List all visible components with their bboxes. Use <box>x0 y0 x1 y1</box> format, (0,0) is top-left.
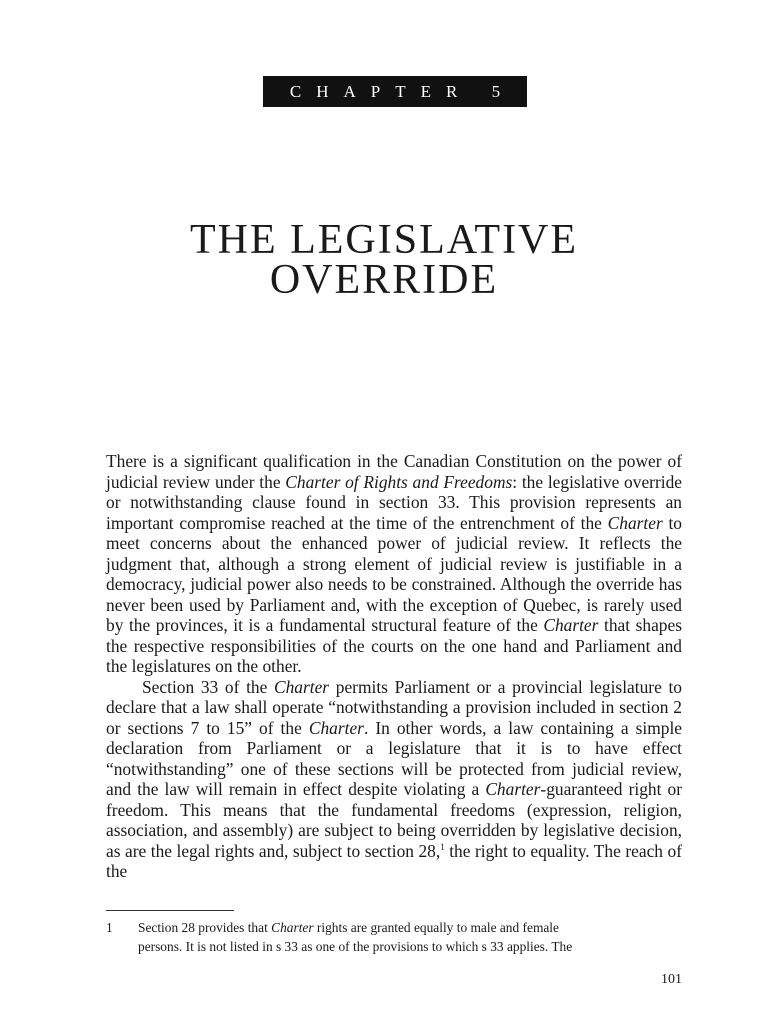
footnote-text-d: persons. It is not listed in s 33 as one of the provisions to which s 33 applies. The <box>138 939 573 954</box>
body-text <box>106 451 682 882</box>
paragraph-1-text-e: to meet concerns about the enhanced power of judicial review. It reflects the judgment that, although a strong element of judicial review is justifiable in a democracy, judicial power also needs to be constrained. Although the override has never been used by Parliament and, with the exception of Quebec, is rarely used by the provinces, it is a fundamental structural feature of the <box>106 512 683 635</box>
chapter-title-line-2: OVERRIDE <box>269 257 499 303</box>
paragraph-2-italic-d: Charter <box>308 717 364 738</box>
footnote-text-c: rights are granted equally to male and female <box>313 920 559 935</box>
chapter-label: CHAPTER 5 <box>263 76 527 107</box>
chapter-title-line-1: THE LEGISLATIVE <box>189 217 579 263</box>
chapter-title <box>0 217 768 303</box>
footnote-number: 1 <box>106 920 113 935</box>
footnote-ref-1[interactable]: 1 <box>440 841 445 852</box>
paragraph-1-text-g: that shapes the respective responsibilities of the courts on the one hand and Parliament and the legislatures on the other. <box>106 615 682 676</box>
paragraph-2 <box>106 677 682 882</box>
paragraph-2-italic-b: Charter <box>274 676 330 697</box>
paragraph-1-text-c: : the legislative override or notwithstanding clause found in section 33. This provision represents an important compromise reached at the time of the entrenchment of the <box>106 471 682 533</box>
footnote-text-a: Section 28 provides that <box>138 920 272 935</box>
paragraph-2-text-a: Section 33 of the <box>142 676 274 697</box>
paragraph-2-text-c: permits Parliament or a provincial legislature to declare that a law shall operate “notwithstanding a provision included in section 2 or sections 7 to 15” of the <box>106 676 682 738</box>
footnote-italic-b: Charter <box>271 920 314 935</box>
paragraph-1-italic-d: Charter <box>607 512 663 533</box>
paragraph-1 <box>106 451 682 677</box>
paragraph-1-text-a: There is a significant qualification in the Canadian Constitution on the power of judicial review under the <box>106 451 682 492</box>
paragraph-2-text-h: the right to equality. The reach of the <box>106 840 683 881</box>
footnote-text <box>138 918 666 956</box>
page-number: 101 <box>661 972 682 987</box>
paragraph-2-text-e: . In other words, a law containing a simple declaration from Parliament or a legislature that it is to have effect “notwithstanding” one of these sections will be protected from judicial review, and the law will remain in effect despite violating a <box>106 717 682 799</box>
footnote-1 <box>106 918 666 956</box>
paragraph-2-text-g: -guaranteed right or freedom. This means that the fundamental freedoms (expression, religion, association, and assembly) are subject to being overridden by legislative decision, as are the legal rights and, subject to section 28, <box>106 779 682 861</box>
paragraph-1-italic-b: Charter of Rights and Freedoms <box>285 471 513 492</box>
paragraph-2-italic-f: Charter <box>485 779 541 799</box>
footnote-separator <box>106 910 234 911</box>
paragraph-1-italic-f: Charter <box>543 615 599 635</box>
